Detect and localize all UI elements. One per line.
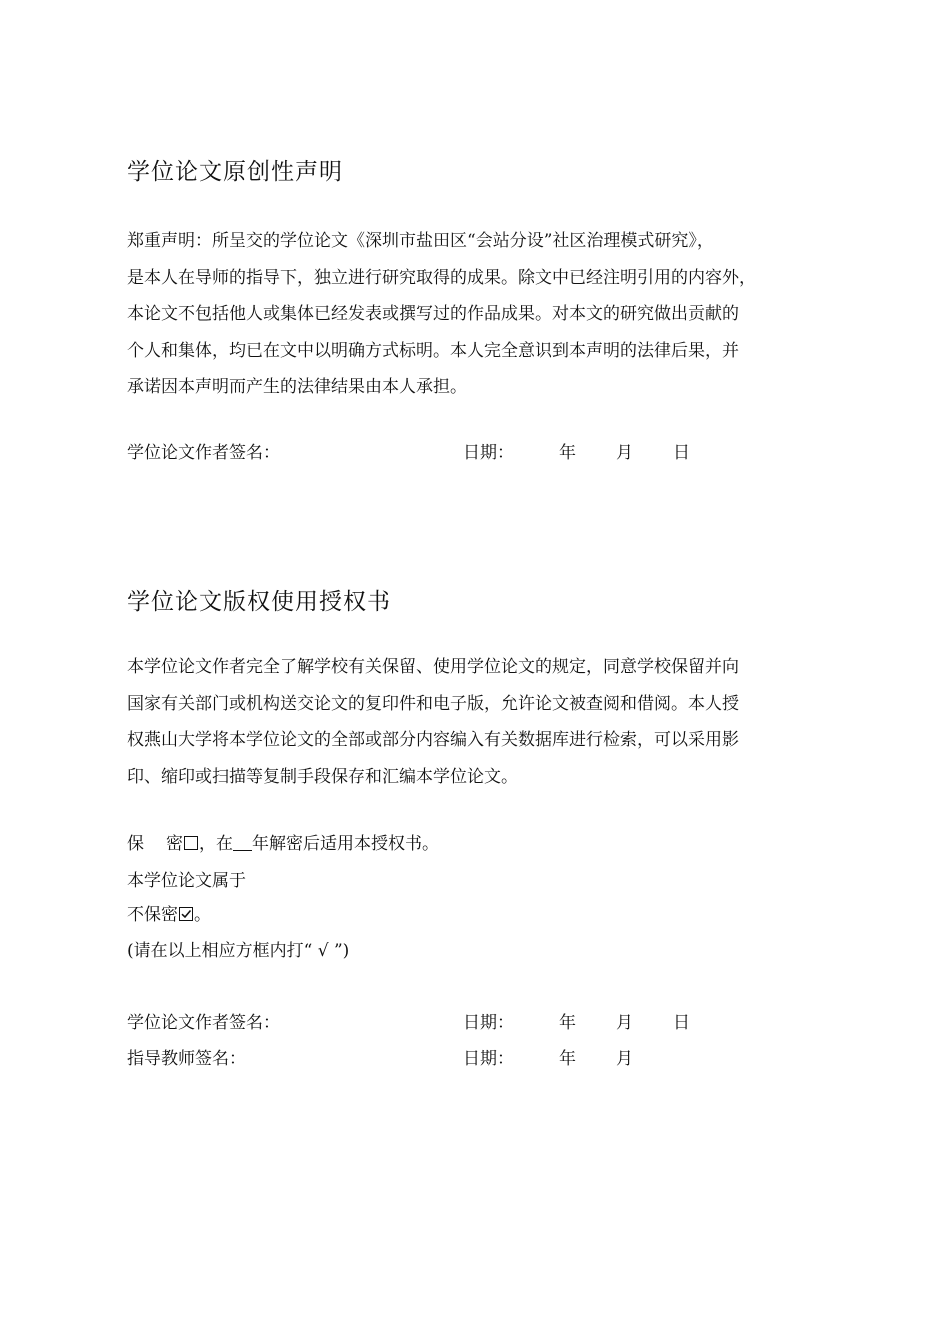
secret-label-part1: 保 [127,834,144,854]
secret-after-box-text: ，在 [199,834,233,854]
year-label: 年 [559,1049,576,1069]
year-label: 年 [559,443,576,463]
date-label: 日期： [463,443,514,463]
instruction-line: (请在以上相应方框内打“ √ ”) [127,941,350,961]
paragraph-line: 郑重声明：所呈交的学位论文《深圳市盐田区“会站分设”社区治理模式研究》， [127,231,714,251]
originality-paragraph [127,223,839,406]
check-icon [180,908,192,920]
not-secret-checkbox[interactable] [179,907,193,921]
copyright-title: 学位论文版权使用授权书 [127,589,391,615]
paragraph-line: 是本人在导师的指导下，独立进行研究取得的成果。除文中已经注明引用的内容外， [127,267,756,288]
secret-after-blank-text: 年解密后适用本授权书。 [252,834,439,854]
paragraph-line: 本学位论文作者完全了解学校有关保留、使用学位论文的规定，同意学校保留并向 [127,657,739,677]
day-label: 日 [673,443,690,463]
author-signature-label: 学位论文作者签名： [127,1013,280,1033]
paragraph-line: 印、缩印或扫描等复制手段保存和汇编本学位论文。 [127,766,518,787]
not-secret-suffix: 。 [194,905,211,925]
year-label: 年 [559,1013,576,1033]
secret-option-line [127,832,439,856]
paragraph-line: 国家有关部门或机构送交论文的复印件和电子版，允许论文被查阅和借阅。本人授 [127,693,739,714]
paragraph-line: 承诺因本声明而产生的法律结果由本人承担。 [127,377,467,397]
day-label: 日 [673,1013,690,1033]
paragraph-line: 个人和集体，均已在文中以明确方式标明。本人完全意识到本声明的法律后果，并 [127,340,739,361]
secret-label-part2: 密 [166,834,183,854]
date-label: 日期： [463,1013,514,1033]
supervisor-signature-label: 指导教师签名： [127,1049,246,1069]
copyright-paragraph [127,649,839,795]
years-blank-field[interactable] [233,834,252,851]
originality-title: 学位论文原创性声明 [127,159,343,185]
month-label: 月 [616,1013,633,1033]
month-label: 月 [616,443,633,463]
paragraph-line: 权燕山大学将本学位论文的全部或部分内容编入有关数据库进行检索，可以采用影 [127,730,739,750]
not-secret-option-line [127,903,211,927]
month-label: 月 [616,1049,633,1069]
author-signature-label: 学位论文作者签名： [127,443,280,463]
not-secret-label: 不保密 [127,905,178,925]
date-label: 日期： [463,1049,514,1069]
secret-checkbox[interactable] [184,836,198,850]
belongs-line: 本学位论文属于 [127,871,246,891]
paragraph-line: 本论文不包括他人或集体已经发表或撰写过的作品成果。对本文的研究做出贡献的 [127,304,739,324]
